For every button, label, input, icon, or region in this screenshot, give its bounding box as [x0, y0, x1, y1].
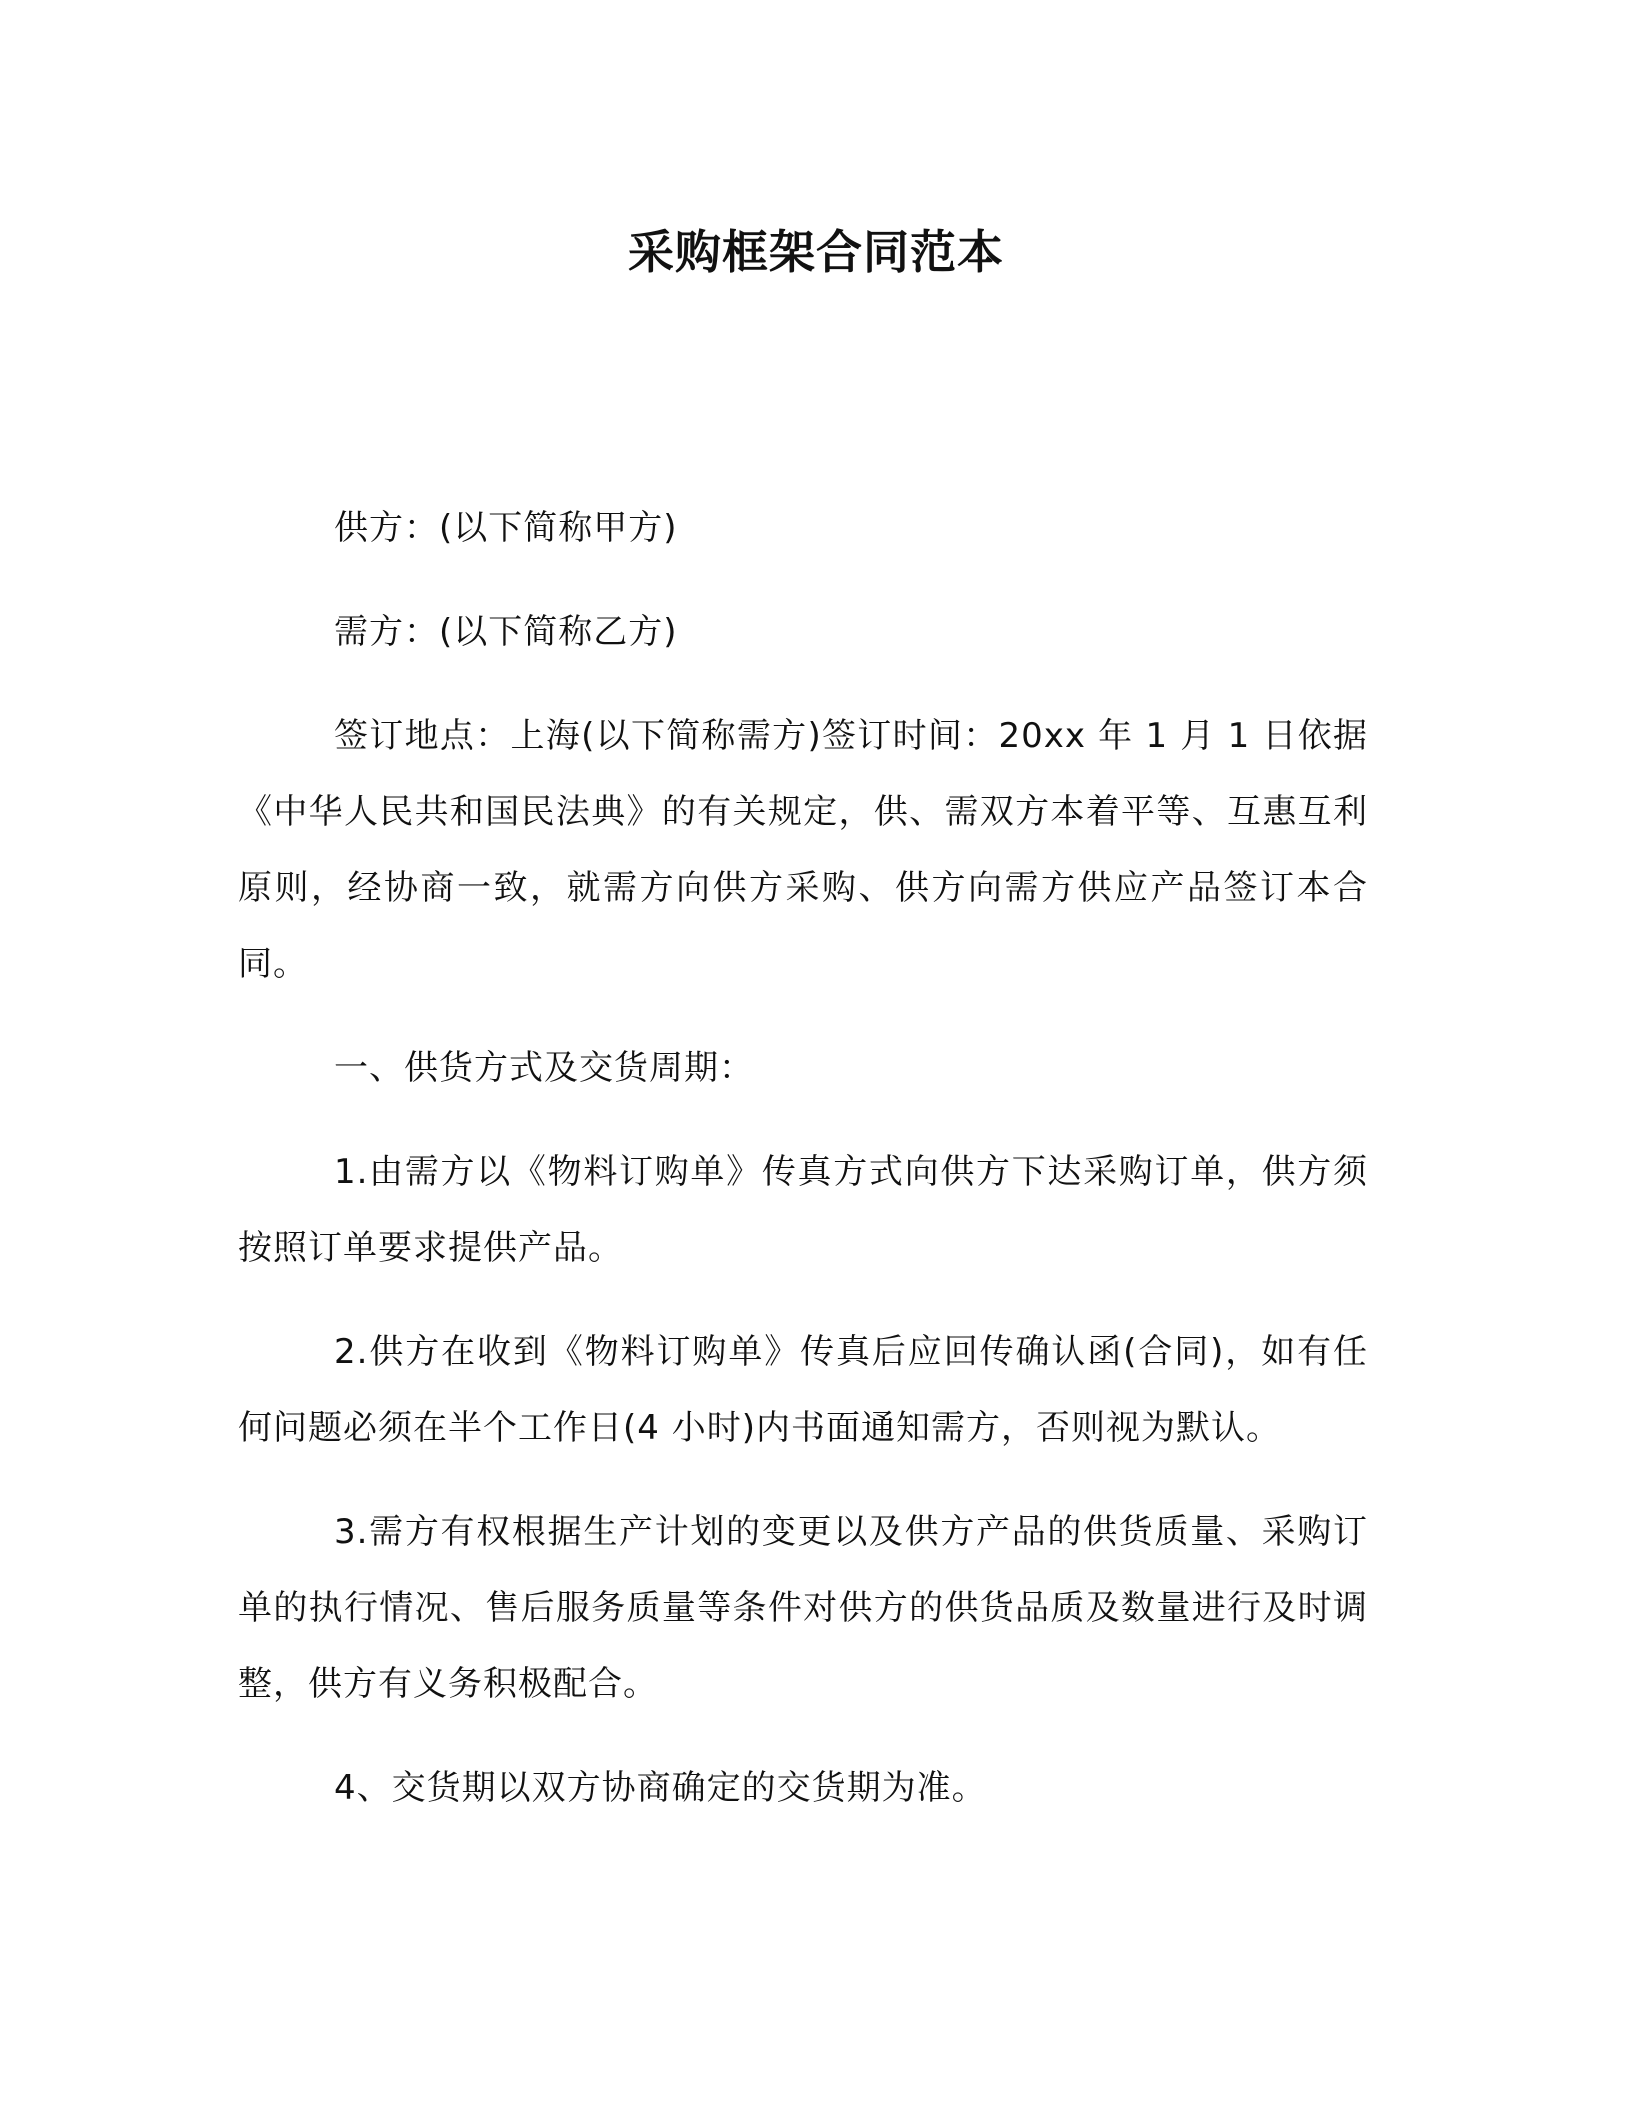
paragraph-buyer: 需方：(以下简称乙方) — [334, 612, 678, 652]
paragraph-preamble: 签订地点：上海(以下简称需方)签订时间：20xx 年 1 月 1 日依据《中华人民共和国民法典》的有关规定，供、需双方本着平等、互惠互利原则，经协商一致，就需方向供方采购、供方向需方供应产品签订本合同。 — [238, 716, 1368, 984]
document-title: 采购框架合同范本 — [628, 225, 1004, 279]
document-body — [238, 490, 1368, 1854]
clause-4: 4、交货期以双方协商确定的交货期为准。 — [334, 1768, 987, 1808]
clause-2: 2.供方在收到《物料订购单》传真后应回传确认函(合同)，如有任何问题必须在半个工作日(4 小时)内书面通知需方，否则视为默认。 — [238, 1332, 1368, 1448]
clause-1: 1.由需方以《物料订购单》传真方式向供方下达采购订单，供方须按照订单要求提供产品。 — [238, 1152, 1368, 1268]
paragraph-supplier: 供方：(以下简称甲方) — [334, 508, 678, 548]
section-heading-supply-method: 一、供货方式及交货周期： — [334, 1048, 754, 1088]
clause-3: 3.需方有权根据生产计划的变更以及供方产品的供货质量、采购订单的执行情况、售后服务质量等条件对供方的供货品质及数量进行及时调整，供方有义务积极配合。 — [238, 1512, 1368, 1704]
